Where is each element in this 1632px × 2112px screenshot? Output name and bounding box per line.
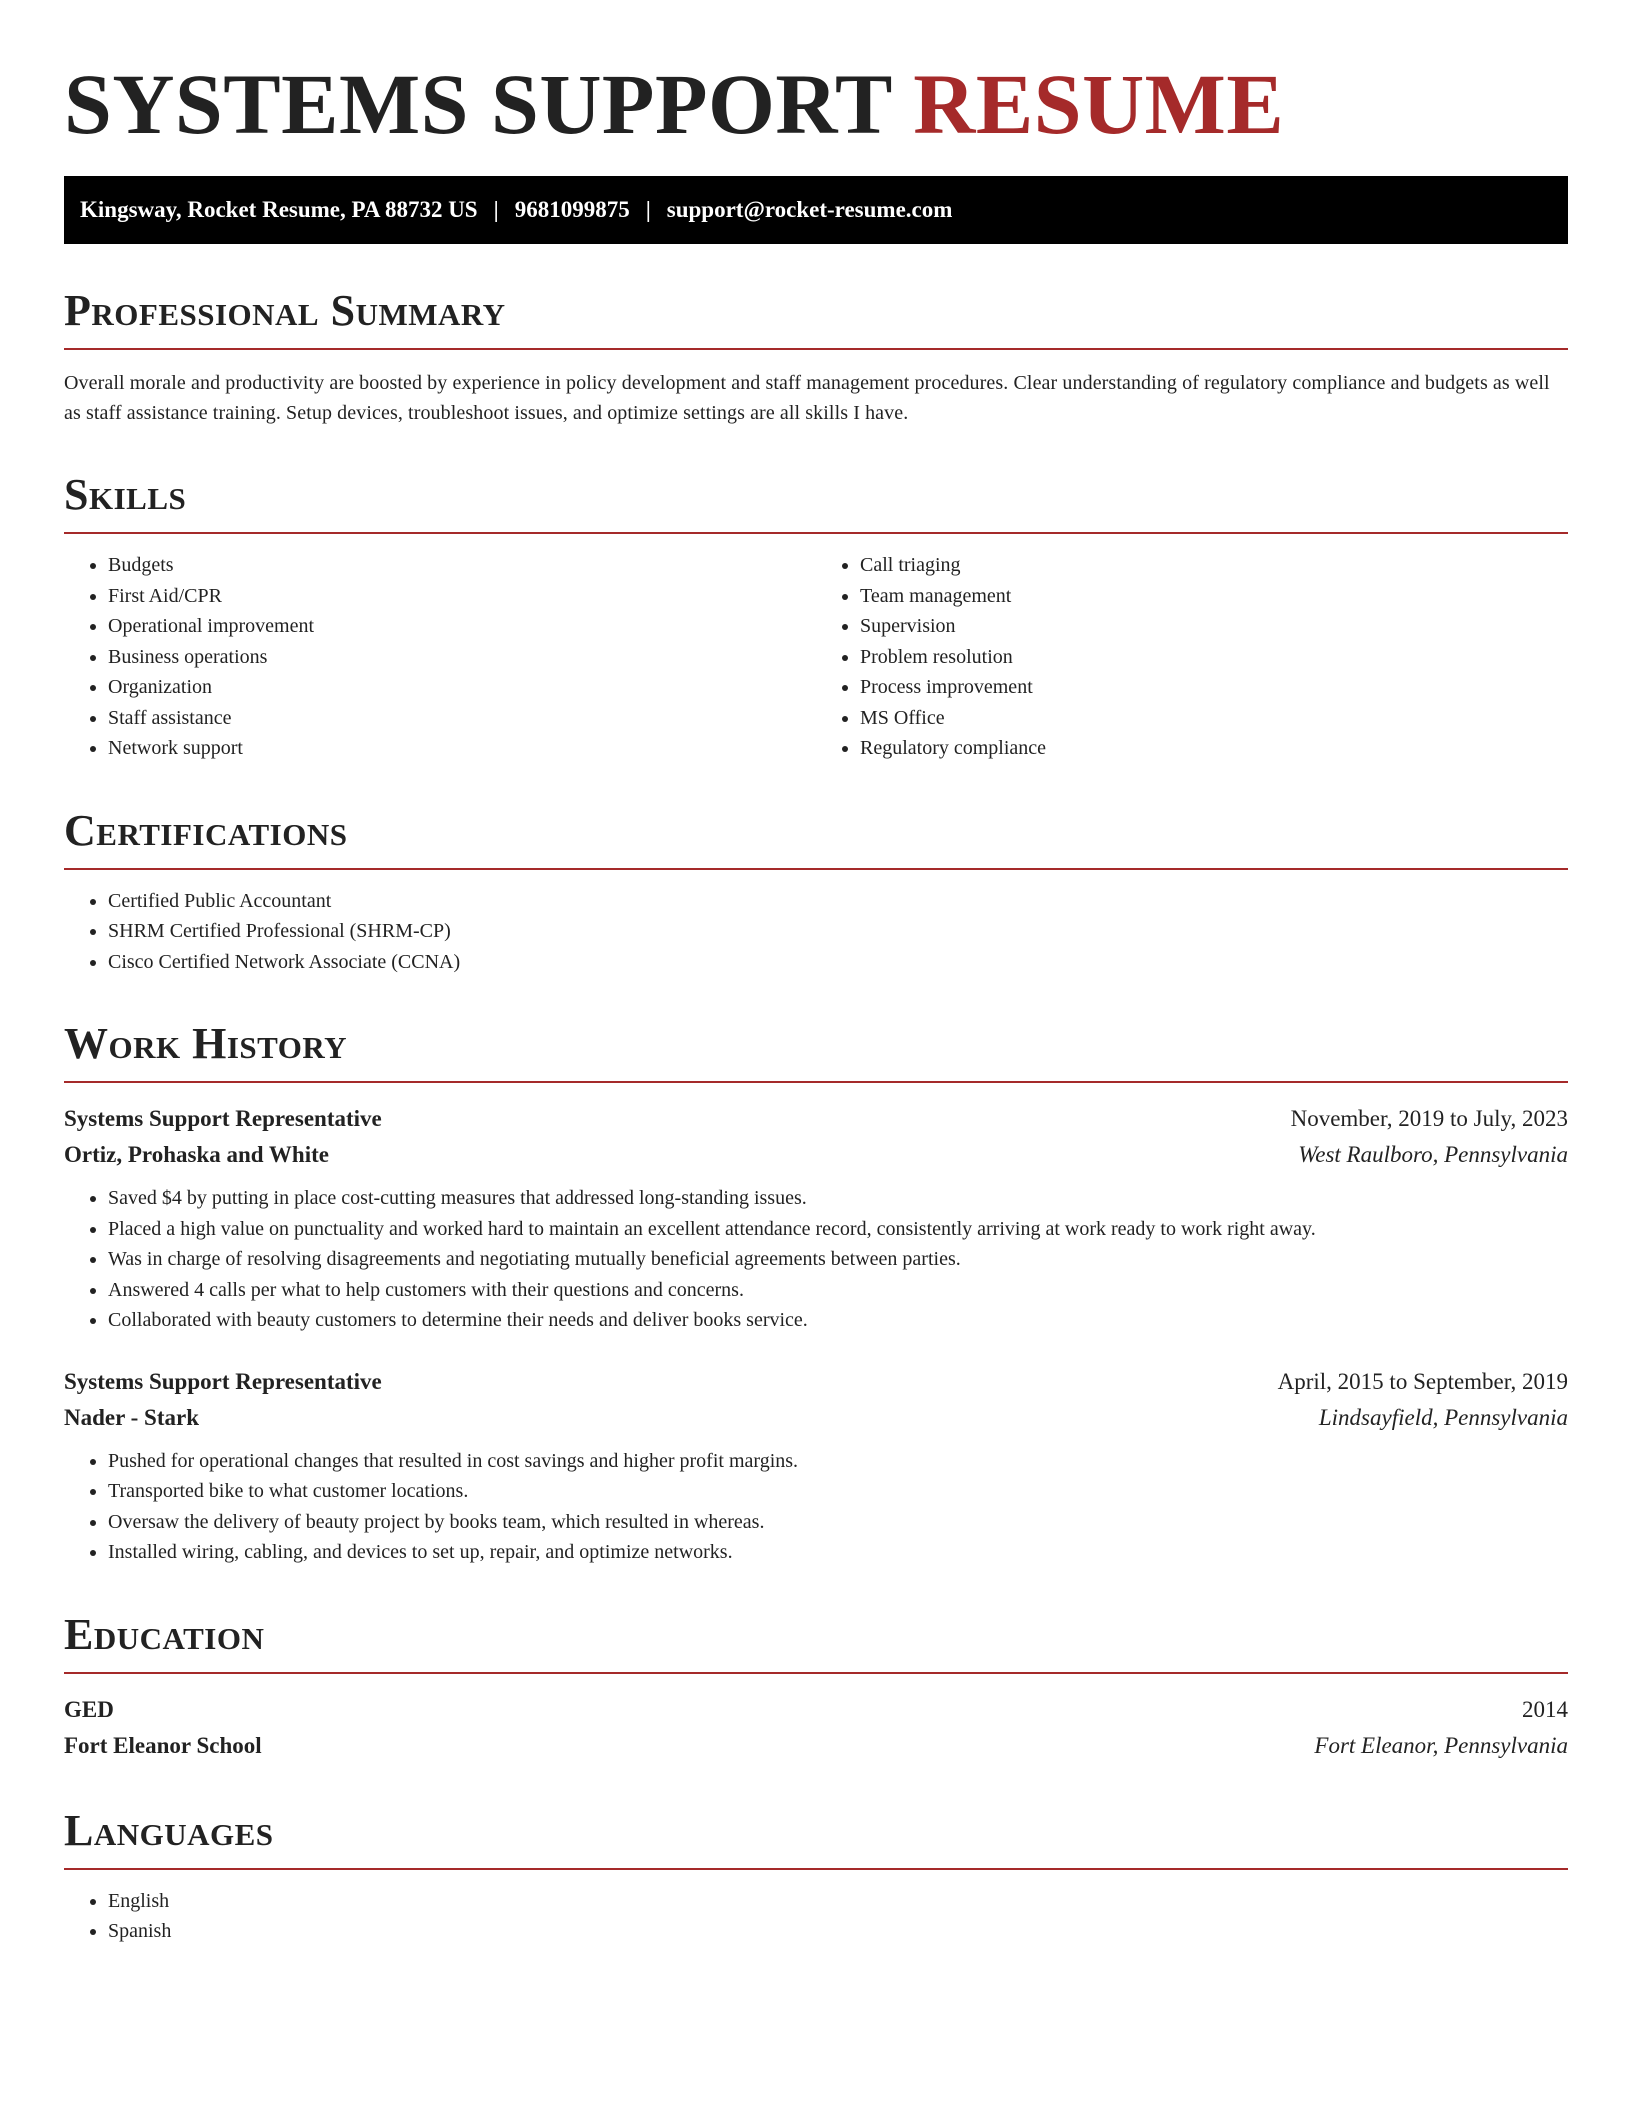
language-item: • English — [108, 1886, 1568, 1917]
job-bullet: • Answered 4 calls per what to help customers with their questions and concerns. — [108, 1275, 1568, 1306]
languages-section — [64, 1805, 1568, 1947]
skills-heading: Skills — [64, 472, 1568, 534]
contact-separator: | — [493, 197, 499, 222]
skill-item: • Business operations — [108, 642, 816, 673]
job-company: Nader - Stark — [64, 1404, 200, 1430]
summary-section — [64, 288, 1568, 428]
job-bullet: • Oversaw the delivery of beauty project by books team, which resulted in whereas. — [108, 1507, 1568, 1538]
education-degree-row — [64, 1692, 1568, 1728]
skill-item: • Staff assistance — [108, 703, 816, 734]
work-history-section — [64, 1021, 1568, 1568]
job-entry — [64, 1101, 1568, 1336]
job-bullet: • Pushed for operational changes that resulted in cost savings and higher profit margins. — [108, 1446, 1568, 1477]
skill-item: • MS Office — [860, 703, 1568, 734]
job-bullet: • Placed a high value on punctuality and worked hard to maintain an excellent attendance record, consistently arriving at work ready to work right away. — [108, 1214, 1568, 1245]
resume-title — [64, 56, 1568, 152]
skill-item: • Budgets — [108, 550, 816, 581]
education-heading: Education — [64, 1612, 1568, 1674]
education-year: 2014 — [1522, 1696, 1568, 1722]
contact-phone: 9681099875 — [514, 197, 630, 222]
contact-address: Kingsway, Rocket Resume, PA 88732 US — [80, 197, 478, 222]
job-bullet: • Transported bike to what customer locations. — [108, 1476, 1568, 1507]
skills-section — [64, 472, 1568, 764]
certifications-section — [64, 805, 1568, 978]
skill-item: • Team management — [860, 581, 1568, 612]
certifications-list — [64, 886, 1568, 978]
skill-item: • Organization — [108, 672, 816, 703]
certifications-heading: Certifications — [64, 808, 1568, 870]
job-company-row — [64, 1400, 1568, 1436]
languages-heading: Languages — [64, 1808, 1568, 1870]
education-school: Fort Eleanor School — [64, 1732, 262, 1758]
job-bullet: • Was in charge of resolving disagreements and negotiating mutually beneficial agreements between parties. — [108, 1244, 1568, 1275]
summary-heading: Professional Summary — [64, 288, 1568, 350]
certification-item: • Cisco Certified Network Associate (CCNA) — [108, 947, 1568, 978]
language-item: • Spanish — [108, 1916, 1568, 1947]
job-bullet: • Installed wiring, cabling, and devices to set up, repair, and optimize networks. — [108, 1537, 1568, 1568]
job-dates: November, 2019 to July, 2023 — [1290, 1106, 1568, 1131]
education-degree: GED — [64, 1696, 114, 1722]
contact-bar — [64, 176, 1568, 244]
skill-item: • Regulatory compliance — [860, 733, 1568, 764]
job-title-row — [64, 1364, 1568, 1400]
education-school-row — [64, 1728, 1568, 1764]
job-bullet: • Collaborated with beauty customers to determine their needs and deliver books service. — [108, 1305, 1568, 1336]
contact-separator: | — [645, 197, 651, 222]
languages-list — [64, 1886, 1568, 1947]
job-bullets — [64, 1183, 1568, 1336]
skill-item: • Call triaging — [860, 550, 1568, 581]
education-section — [64, 1609, 1568, 1764]
skill-item: • Problem resolution — [860, 642, 1568, 673]
job-title: Systems Support Representative — [64, 1106, 382, 1131]
skills-list-left — [64, 550, 816, 764]
skill-item: • Supervision — [860, 611, 1568, 642]
job-location: West Raulboro, Pennsylvania — [1298, 1142, 1568, 1167]
job-company-row — [64, 1137, 1568, 1173]
job-company: Ortiz, Prohaska and White — [64, 1142, 329, 1167]
skill-item: • Operational improvement — [108, 611, 816, 642]
title-accent: RESUME — [913, 56, 1285, 152]
certification-item: • Certified Public Accountant — [108, 886, 1568, 917]
title-main: SYSTEMS SUPPORT — [64, 56, 892, 152]
contact-email: support@rocket-resume.com — [666, 197, 953, 222]
job-title: Systems Support Representative — [64, 1368, 382, 1394]
skill-item: • Process improvement — [860, 672, 1568, 703]
summary-text: Overall morale and productivity are boosted by experience in policy development and staff management procedures. Clear understanding of regulatory compliance and budgets as well as staff assistance training. Setup devices, troubleshoot issues, and optimize settings are all skills I have. — [64, 372, 1550, 424]
skill-item: • Network support — [108, 733, 816, 764]
job-bullets — [64, 1446, 1568, 1568]
work-history-heading: Work History — [64, 1021, 1568, 1083]
certification-item: • SHRM Certified Professional (SHRM-CP) — [108, 916, 1568, 947]
job-location: Lindsayfield, Pennsylvania — [1318, 1404, 1568, 1430]
job-title-row — [64, 1101, 1568, 1137]
job-bullet: • Saved $4 by putting in place cost-cutting measures that addressed long-standing issues. — [108, 1183, 1568, 1214]
education-location: Fort Eleanor, Pennsylvania — [1314, 1732, 1568, 1758]
job-dates: April, 2015 to September, 2019 — [1277, 1368, 1568, 1394]
skills-list-right — [816, 550, 1568, 764]
skill-item: • First Aid/CPR — [108, 581, 816, 612]
skills-grid — [64, 534, 1568, 764]
job-entry — [64, 1364, 1568, 1568]
